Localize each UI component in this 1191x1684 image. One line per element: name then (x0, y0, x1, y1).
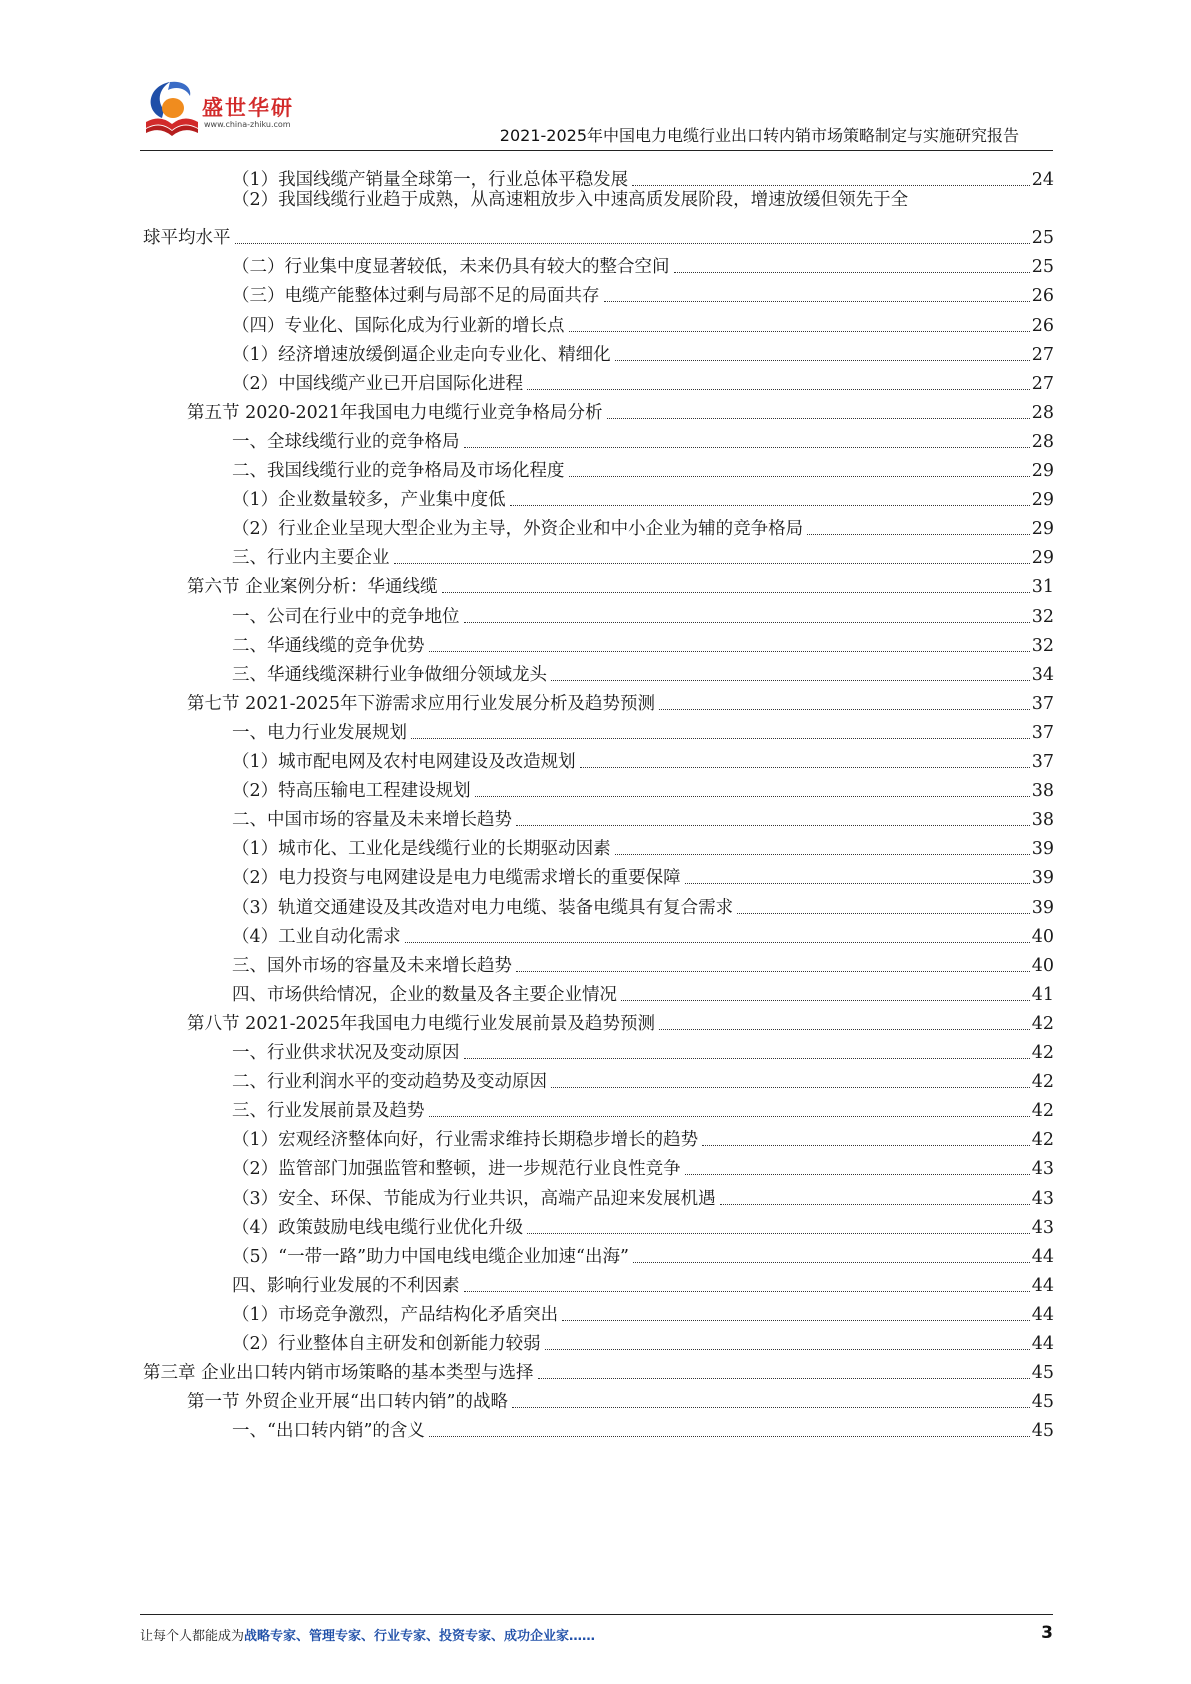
toc-entry-title: （2）行业整体自主研发和创新能力较弱 (232, 1334, 541, 1354)
toc-entry-title: （2）电力投资与电网建设是电力电缆需求增长的重要保障 (232, 868, 681, 889)
toc-dot-leader (633, 1262, 1030, 1263)
toc-entry[interactable] (232, 538, 1054, 569)
toc-page-number: 44 (1031, 1334, 1054, 1354)
toc-entry[interactable] (232, 917, 1054, 948)
toc-entry[interactable] (232, 1266, 1054, 1297)
toc-entry[interactable] (232, 364, 1054, 395)
toc-entry-title: 第八节 2021-2025年我国电力电缆行业发展前景及趋势预测 (187, 1013, 656, 1034)
toc-entry-title: （3）安全、环保、节能成为行业共识，高端产品迎来发展机遇 (232, 1188, 716, 1209)
toc-dot-leader (510, 505, 1030, 506)
toc-dot-leader (615, 360, 1030, 361)
toc-entry-title: （1）城市配电网及农村电网建设及改造规划 (232, 752, 576, 772)
toc-dot-leader (394, 563, 1030, 564)
toc-page-number: 42 (1031, 1013, 1054, 1034)
toc-dot-leader (607, 418, 1030, 419)
toc-page-number: 28 (1031, 431, 1054, 452)
toc-entry[interactable] (232, 189, 1054, 219)
toc-dot-leader (442, 592, 1030, 593)
toc-page-number: 25 (1031, 257, 1054, 278)
toc-page-number: 26 (1031, 286, 1054, 307)
toc-entry[interactable] (187, 684, 1054, 715)
slogan-roles: 战略专家、管理专家、行业专家、投资专家、成功企业家…… (244, 1629, 596, 1644)
toc-entry-title: 一、“出口转内销”的含义 (232, 1421, 425, 1442)
toc-page-number: 40 (1031, 926, 1054, 947)
toc-page-number: 32 (1031, 606, 1054, 627)
toc-page-number: 29 (1031, 490, 1054, 511)
toc-entry-title: 二、我国线缆行业的竞争格局及市场化程度 (232, 461, 565, 481)
toc-dot-leader (464, 622, 1030, 623)
toc-dot-leader (429, 651, 1030, 652)
toc-page-number: 29 (1031, 519, 1054, 540)
toc-page-number: 26 (1031, 315, 1054, 336)
toc-dot-leader (545, 1349, 1030, 1350)
toc-entry-title: （2）监管部门加强监管和整顿，进一步规范行业良性竞争 (232, 1159, 681, 1180)
toc-page-number: 37 (1031, 752, 1054, 772)
book-globe-logo-icon (140, 78, 204, 142)
toc-dot-leader (737, 913, 1030, 914)
toc-page-number: 24 (1031, 170, 1054, 190)
toc-page-number: 43 (1031, 1217, 1054, 1238)
toc-entry-title: （1）宏观经济整体向好，行业需求维持长期稳步增长的趋势 (232, 1130, 699, 1151)
toc-entry-continuation[interactable] (143, 218, 1054, 249)
toc-page-number: 45 (1031, 1392, 1054, 1413)
toc-page-number: 39 (1031, 868, 1054, 889)
toc-entry[interactable] (232, 1208, 1054, 1239)
toc-dot-leader (464, 1058, 1030, 1059)
toc-entry[interactable] (232, 858, 1054, 889)
toc-entry[interactable] (232, 422, 1054, 453)
toc-dot-leader (429, 1116, 1030, 1117)
toc-entry-title: （1）我国线缆产销量全球第一，行业总体平稳发展 (232, 170, 629, 190)
toc-entry[interactable] (232, 655, 1054, 686)
toc-page-number: 29 (1031, 548, 1054, 569)
toc-dot-leader (702, 1145, 1030, 1146)
page-header (0, 0, 1191, 160)
toc-entry-title: （2）中国线缆产业已开启国际化进程 (232, 373, 524, 394)
toc-entry[interactable] (232, 509, 1054, 540)
toc-entry-title: 三、行业内主要企业 (232, 548, 390, 569)
toc-entry[interactable] (187, 393, 1054, 424)
toc-page-number: 28 (1031, 402, 1054, 423)
toc-page-number: 32 (1031, 635, 1054, 656)
toc-page-number: 27 (1031, 373, 1054, 394)
toc-entry-title: （5）“一带一路”助力中国电线电缆企业加速“出海” (232, 1246, 629, 1267)
toc-page-number: 29 (1031, 461, 1054, 481)
toc-entry-title: （4）政策鼓励电线电缆行业优化升级 (232, 1217, 524, 1238)
toc-entry-title: 三、国外市场的容量及未来增长趋势 (232, 955, 512, 976)
toc-entry[interactable] (187, 1382, 1054, 1413)
toc-dot-leader (615, 854, 1030, 855)
toc-entry[interactable] (232, 1324, 1054, 1355)
toc-entry-title: 三、华通线缆深耕行业争做细分领域龙头 (232, 664, 547, 685)
toc-entry[interactable] (232, 306, 1054, 337)
toc-entry-title: （二）行业集中度显著较低，未来仍具有较大的整合空间 (232, 257, 670, 278)
toc-dot-leader (527, 389, 1030, 390)
toc-dot-leader (551, 1087, 1030, 1088)
toc-page-number: 39 (1031, 897, 1054, 918)
toc-entry[interactable] (232, 451, 1054, 482)
toc-entry-title: 二、中国市场的容量及未来增长趋势 (232, 810, 512, 831)
toc-dot-leader (807, 534, 1030, 535)
toc-page-number: 37 (1031, 693, 1054, 714)
toc-dot-leader (516, 971, 1030, 972)
toc-entry-title: 第七节 2021-2025年下游需求应用行业发展分析及趋势预测 (187, 693, 656, 714)
header-divider (140, 150, 1053, 151)
toc-entry-title: 球平均水平 (143, 228, 231, 249)
brand-url: www.china-zhiku.com (204, 120, 291, 129)
toc-dot-leader (720, 1204, 1030, 1205)
toc-entry[interactable] (232, 335, 1054, 366)
toc-entry[interactable] (232, 1295, 1054, 1326)
toc-dot-leader (685, 1174, 1030, 1175)
toc-dot-leader (632, 185, 1030, 186)
toc-entry-title: （1）城市化、工业化是线缆行业的长期驱动因素 (232, 839, 611, 860)
toc-entry[interactable] (232, 1033, 1054, 1064)
toc-page-number: 42 (1031, 1072, 1054, 1093)
toc-entry-title: （三）电缆产能整体过剩与局部不足的局面共存 (232, 286, 600, 307)
toc-page-number: 25 (1031, 228, 1054, 249)
toc-page-number: 31 (1031, 577, 1054, 598)
toc-dot-leader (464, 1291, 1030, 1292)
toc-entry-title: （1）市场竞争激烈，产品结构化矛盾突出 (232, 1304, 559, 1325)
footer-slogan (140, 1625, 595, 1644)
toc-entry[interactable] (232, 1411, 1054, 1442)
toc-entry-title: 一、全球线缆行业的竞争格局 (232, 431, 460, 452)
toc-entry[interactable] (232, 742, 1054, 773)
brand-logo (140, 78, 340, 150)
toc-page-number: 34 (1031, 664, 1054, 685)
toc-entry-title: 二、华通线缆的竞争优势 (232, 635, 425, 656)
toc-page-number: 39 (1031, 839, 1054, 860)
toc-entry-title: 一、公司在行业中的竞争地位 (232, 606, 460, 627)
brand-name: 盛世华研 (202, 96, 294, 120)
toc-entry-title: 二、行业利润水平的变动趋势及变动原因 (232, 1072, 547, 1093)
toc-entry-title: （2）行业企业呈现大型企业为主导，外资企业和中小企业为辅的竞争格局 (232, 519, 804, 540)
toc-entry-title: 第一节 外贸企业开展“出口转内销”的战略 (187, 1392, 508, 1413)
page-number: 3 (1041, 1623, 1053, 1643)
toc-page-number: 44 (1031, 1304, 1054, 1325)
toc-entry[interactable] (232, 1149, 1054, 1180)
toc-page-number: 38 (1031, 781, 1054, 802)
toc-dot-leader (685, 883, 1030, 884)
footer-divider (140, 1614, 1053, 1615)
toc-entry-title: 四、影响行业发展的不利因素 (232, 1275, 460, 1296)
toc-dot-leader (538, 1378, 1030, 1379)
toc-entry-title: 第六节 企业案例分析：华通线缆 (187, 577, 438, 598)
toc-dot-leader (674, 272, 1030, 273)
toc-dot-leader (551, 680, 1030, 681)
toc-entry[interactable] (232, 1091, 1054, 1122)
toc-entry[interactable] (232, 480, 1054, 511)
toc-dot-leader (562, 1320, 1030, 1321)
toc-entry[interactable] (232, 1179, 1054, 1210)
toc-page-number: 37 (1031, 722, 1054, 743)
toc-page-number: 42 (1031, 1101, 1054, 1122)
toc-entry[interactable] (187, 567, 1054, 598)
toc-page-number: 43 (1031, 1159, 1054, 1180)
toc-entry[interactable] (232, 1120, 1054, 1151)
toc-entry-title: （四）专业化、国际化成为行业新的增长点 (232, 315, 565, 336)
toc-entry-title: （2）特高压输电工程建设规划 (232, 781, 471, 802)
toc-entry[interactable] (232, 1237, 1054, 1268)
toc-dot-leader (569, 476, 1030, 477)
toc-entry-title: （4）工业自动化需求 (232, 926, 401, 947)
toc-entry[interactable] (143, 1353, 1054, 1384)
toc-entry[interactable] (232, 975, 1054, 1006)
slogan-prefix: 让每个人都能成为 (140, 1629, 245, 1644)
toc-dot-leader (405, 942, 1030, 943)
toc-entry[interactable] (232, 247, 1054, 278)
toc-dot-leader (464, 447, 1030, 448)
toc-dot-leader (621, 1000, 1030, 1001)
toc-dot-leader (659, 709, 1030, 710)
toc-entry-title: 一、行业供求状况及变动原因 (232, 1043, 460, 1063)
toc-page-number: 41 (1031, 984, 1054, 1005)
toc-entry[interactable] (232, 829, 1054, 860)
toc-entry[interactable] (232, 946, 1054, 977)
toc-page-number: 45 (1031, 1363, 1054, 1384)
toc-dot-leader (659, 1029, 1030, 1030)
toc-page-number: 44 (1031, 1275, 1054, 1296)
toc-entry-title: （3）轨道交通建设及其改造对电力电缆、装备电缆具有复合需求 (232, 897, 734, 918)
toc-entry[interactable] (187, 1004, 1054, 1035)
toc-entry-title: 三、行业发展前景及趋势 (232, 1101, 425, 1122)
toc-page-number: 45 (1031, 1421, 1054, 1442)
toc-dot-leader (527, 1233, 1030, 1234)
toc-entry-title: 第五节 2020-2021年我国电力电缆行业竞争格局分析 (187, 402, 603, 423)
toc-entry-title: （1）经济增速放缓倒逼企业走向专业化、精细化 (232, 344, 611, 365)
toc-entry-title: 第三章 企业出口转内销市场策略的基本类型与选择 (143, 1363, 534, 1384)
toc-page-number: 42 (1031, 1130, 1054, 1151)
toc-entry-title: 一、电力行业发展规划 (232, 722, 407, 743)
toc-entry-title: （2）我国线缆行业趋于成熟，从高速粗放步入中速高质发展阶段，增速放缓但领先于全 (232, 190, 909, 211)
toc-page-number: 38 (1031, 810, 1054, 831)
toc-entry[interactable] (232, 597, 1054, 628)
toc-entry[interactable] (232, 276, 1054, 307)
toc-dot-leader (235, 243, 1030, 244)
toc-dot-leader (512, 1407, 1030, 1408)
toc-entry[interactable] (232, 888, 1054, 919)
toc-page-number: 43 (1031, 1188, 1054, 1209)
toc-entry[interactable] (232, 160, 1054, 191)
toc-dot-leader (516, 825, 1030, 826)
toc-entry-title: 四、市场供给情况，企业的数量及各主要企业情况 (232, 984, 617, 1005)
toc-entry[interactable] (232, 771, 1054, 802)
toc-page-number: 27 (1031, 344, 1054, 365)
toc-entry[interactable] (232, 713, 1054, 744)
toc-entry[interactable] (232, 1062, 1054, 1093)
document-title: 2021-2025年中国电力电缆行业出口转内销市场策略制定与实施研究报告 (499, 126, 1019, 145)
toc-dot-leader (604, 301, 1030, 302)
toc-page-number: 42 (1031, 1043, 1054, 1063)
toc-dot-leader (580, 767, 1030, 768)
toc-dot-leader (411, 738, 1030, 739)
toc-entry-title: （1）企业数量较多，产业集中度低 (232, 490, 506, 511)
toc-page-number: 44 (1031, 1246, 1054, 1267)
toc-dot-leader (569, 331, 1030, 332)
toc-entry[interactable] (232, 800, 1054, 831)
toc-dot-leader (429, 1436, 1030, 1437)
toc-page-number: 40 (1031, 955, 1054, 976)
toc-dot-leader (475, 796, 1030, 797)
toc-entry[interactable] (232, 626, 1054, 657)
